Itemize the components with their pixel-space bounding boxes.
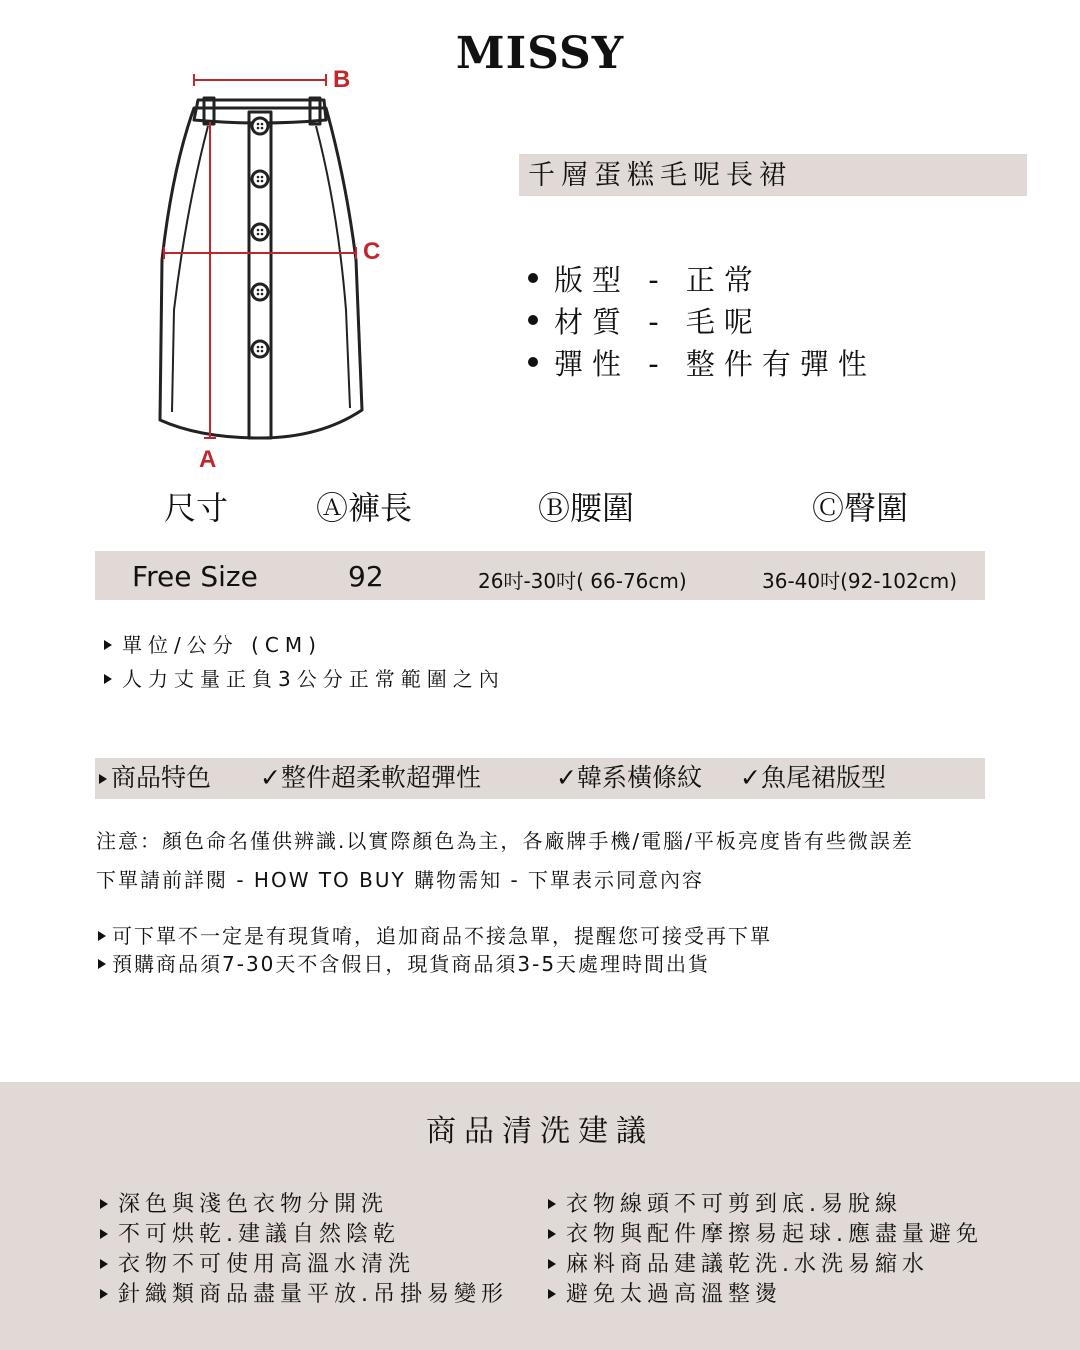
care-item: 深色與淺色衣物分開洗: [100, 1190, 388, 1220]
bullet-icon: [528, 273, 538, 283]
triangle-icon: [100, 1199, 108, 1209]
triangle-icon: [104, 674, 112, 684]
waist-value: 26吋-30吋( 66-76cm): [478, 569, 687, 593]
triangle-icon: [548, 1259, 556, 1269]
spec-item: 材質 - 毛呢: [528, 302, 762, 342]
button-icon: [252, 118, 268, 357]
triangle-icon: [100, 1289, 108, 1299]
triangle-icon: [98, 959, 106, 969]
care-item: 不可烘乾.建議自然陰乾: [100, 1220, 400, 1250]
unit-note: 單位/公分 (CM): [104, 630, 322, 660]
triangle-icon: [548, 1229, 556, 1239]
length-header: Ⓐ褲長: [316, 489, 413, 527]
preorder-note: 預購商品須7-30天不含假日，現貨商品須3-5天處理時間出貨: [98, 950, 710, 978]
triangle-icon: [104, 640, 112, 650]
length-value: 92: [348, 560, 384, 593]
triangle-icon: [548, 1289, 556, 1299]
bullet-icon: [528, 315, 538, 325]
skirt-outline: [160, 98, 362, 438]
hip-value: 36-40吋(92-102cm): [762, 569, 958, 593]
spec-item: 彈性 - 整件有彈性: [528, 344, 876, 384]
skirt-diagram: [150, 60, 390, 480]
how-to-buy-note: 下單請前詳閱 - HOW TO BUY 購物需知 - 下單表示同意內容: [96, 868, 705, 892]
care-item: 針織類商品盡量平放.吊掛易變形: [100, 1280, 508, 1310]
spec-item: 版型 - 正常: [528, 260, 762, 300]
triangle-icon: [548, 1199, 556, 1209]
feature-item: ✓魚尾裙版型: [740, 763, 886, 792]
size-header: 尺寸: [164, 489, 229, 527]
hip-header: Ⓒ臀圍: [812, 489, 909, 527]
label-b: B: [333, 66, 351, 93]
feature-item: ✓整件超柔軟超彈性: [260, 763, 481, 792]
product-title: 千層蛋糕毛呢長裙: [528, 160, 792, 191]
label-a: A: [199, 446, 217, 473]
waist-header: Ⓑ腰圍: [538, 489, 635, 527]
triangle-icon: [100, 1229, 108, 1239]
care-item: 麻料商品建議乾洗.水洗易縮水: [548, 1250, 929, 1280]
care-item: 衣物與配件摩擦易起球.應盡量避免: [548, 1220, 983, 1250]
size-value: Free Size: [132, 560, 258, 593]
care-item: 衣物不可使用高溫水清洗: [100, 1250, 415, 1280]
features-label: 商品特色: [99, 760, 211, 796]
tolerance-note: 人力丈量正負3公分正常範圍之內: [104, 664, 505, 694]
label-c: C: [363, 238, 381, 265]
order-note: 可下單不一定是有現貨唷，追加商品不接急單，提醒您可接受再下單: [98, 922, 772, 950]
care-item: 衣物線頭不可剪到底.易脫線: [548, 1190, 902, 1220]
attention-note: 注意：顏色命名僅供辨識.以實際顏色為主，各廠牌手機/電腦/平板亮度皆有些微誤差: [96, 829, 914, 853]
brand-logo: MISSY: [455, 28, 625, 79]
feature-item: ✓韓系橫條紋: [556, 763, 702, 792]
care-item: 避免太過高溫整燙: [548, 1280, 782, 1310]
bullet-icon: [528, 357, 538, 367]
triangle-icon: [98, 931, 106, 941]
triangle-icon: [100, 1259, 108, 1269]
triangle-icon: [99, 774, 107, 784]
care-title: 商品清洗建議: [426, 1114, 654, 1149]
